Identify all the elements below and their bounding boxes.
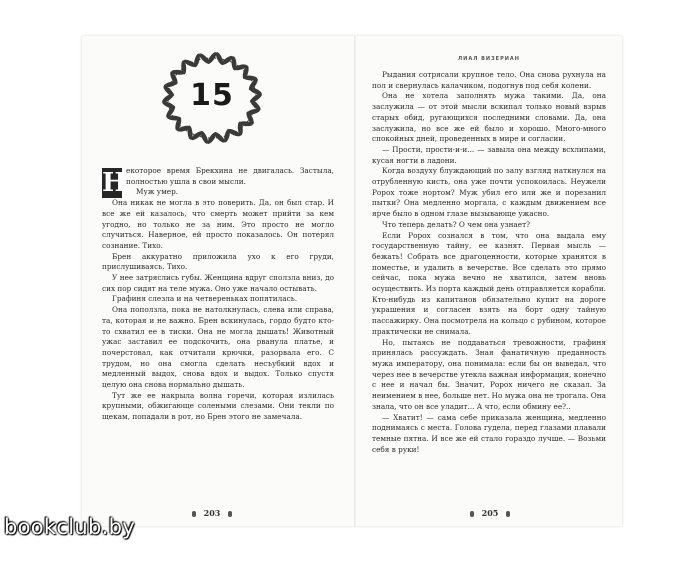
chapter-number: 15: [190, 78, 234, 113]
drop-cap: Н: [102, 168, 127, 198]
paragraph: Она не хотела заполнять мужа такими. Да, она заслужила — от этой мысли вскипал только новый взрыв старых обид, ругающихся последними словами. Да, она заслужила, но все же ей было и хорошо. Много-много спокойных дней, проведенных в мире и согласии.: [372, 91, 606, 144]
paragraph: Графиня слезла и на четвереньках попятилась.: [112, 294, 298, 304]
folio-ornament-icon: [228, 511, 232, 517]
paragraph: — Хватит! — сама себе приказала женщина, медленно поднимаясь с места. Голова гудела, перед глазами плавали темные пятна. И все же ей стало гораздо лучше. — Возьми себя в руки!: [372, 412, 606, 454]
page-number-text: 203: [203, 508, 221, 518]
page-number: [162, 508, 262, 518]
folio-ornament-icon: [506, 511, 510, 517]
chapter-wreath: [146, 40, 278, 158]
paragraph: У нее затряслись губы. Женщина вдруг сползла вниз, до сих пор сидят на теле мужа. Оно уже начало остывать.: [102, 273, 334, 293]
paragraph-text: екоторое время Брекхина не двигалась. Застыла, полностью ушла в свои мысли.: [126, 166, 334, 186]
paragraph: — Прости, прости-и-и... — завыла она между всхлипами, кусая ногти в ладони.: [372, 144, 606, 165]
folio-ornament-icon: [470, 511, 474, 517]
right-page: [358, 36, 622, 526]
paragraph: Рыдания сотрясали крупное тело. Она снова рухнула на пол и свернулась калачиком, подогнув под себя колени.: [372, 70, 606, 90]
paragraph: Она поползла, пока не натолкнулась, слева или справа, та, которая и не важно. Брен вскинулась, гордо будто кто-то схватил ее в тиски. Она не могла дышать! Животный ужас заставил ее подскочить, она рванула платье, и почерстовал, как отчитали крючки, разорвала его. С трудом, но она смогла сделать несъубкий вдох и медленный выдох, снова вдох и выдох. Только спустя целую она снова нормально дышать.: [102, 305, 334, 390]
left-page: [82, 36, 352, 526]
left-page-text: [102, 166, 334, 423]
paragraph: Она никак не могла в это поверить. Да, он был стар. И все же ей казалось, что смерть может прийти за кем угодно, но только не за ним. Это просто не могло случиться. Наверное, ей просто показалось. Он потерял сознание. Тихо.: [102, 198, 334, 250]
paragraph: Муж умер.: [136, 187, 179, 197]
page-number-text: 205: [481, 508, 499, 518]
paragraph: Брен аккуратно приложила ухо к его груди, прислушиваясь. Тихо.: [102, 251, 334, 272]
paragraph: Когда воздуху блуждающий по залу взгляд наткнулся на отрубленную кисть, она уже почти успокоилась. Неужели Ророх тоже нортом? Муж убил его или же и порезанил пытки? Она медленно моргала, с каждым движением все ярче было в одном глазе вызывающе ужасно.: [372, 166, 606, 219]
paragraph: Но, пытаясь не поддаваться тревожности, графиня принялась рассуждать. Зная фанатичную преданность мужа императору, она понимала: если бы он выведал, что через нее в вечерстве утекла важная информация, конечно с нее и начал бы. Значит, Ророх ничего не сказал. За неимением в нее, больше нет. Но мужа она не трогала. Она знала, что он все уладит... А что, если обмину ее?..: [372, 337, 606, 411]
paragraph: Если Ророх сознался в том, что она выдала ему государственную тайну, ее казнят. Первая мысль — бежать! Собрать все драгоценности, которые хранятся в поместье, и удалить в вечерстве. Все сделать это прямо сейчас, пока мужа вечно не хватился, затем вновь осуществить. Из порта каждый день отправляется корабли. Кто-нибудь из капитанов обязательно купит на дороге украшения и согласен взять на борт одну тайную пассажирку. Она посмотрела на кольцо с рубином, которое практически не снимала.: [372, 230, 606, 336]
paragraph: Тут же ее накрыла волна горечи, которая излилась крупными, обжигающе солеными слезами. Они текли по щекам, попадали в рот, но Брен этого не замечала.: [102, 390, 334, 422]
running-head: ЛИАЛ ВИЗЕРИАН: [458, 56, 520, 62]
paragraph: Что теперь делать? О чем она узнает?: [382, 219, 531, 229]
page-number: [440, 508, 540, 518]
folio-ornament-icon: [192, 511, 196, 517]
book-gutter: [354, 36, 356, 526]
site-watermark: bookclub.by: [4, 515, 135, 539]
right-page-text: [372, 70, 606, 455]
book-spread: [82, 36, 622, 526]
